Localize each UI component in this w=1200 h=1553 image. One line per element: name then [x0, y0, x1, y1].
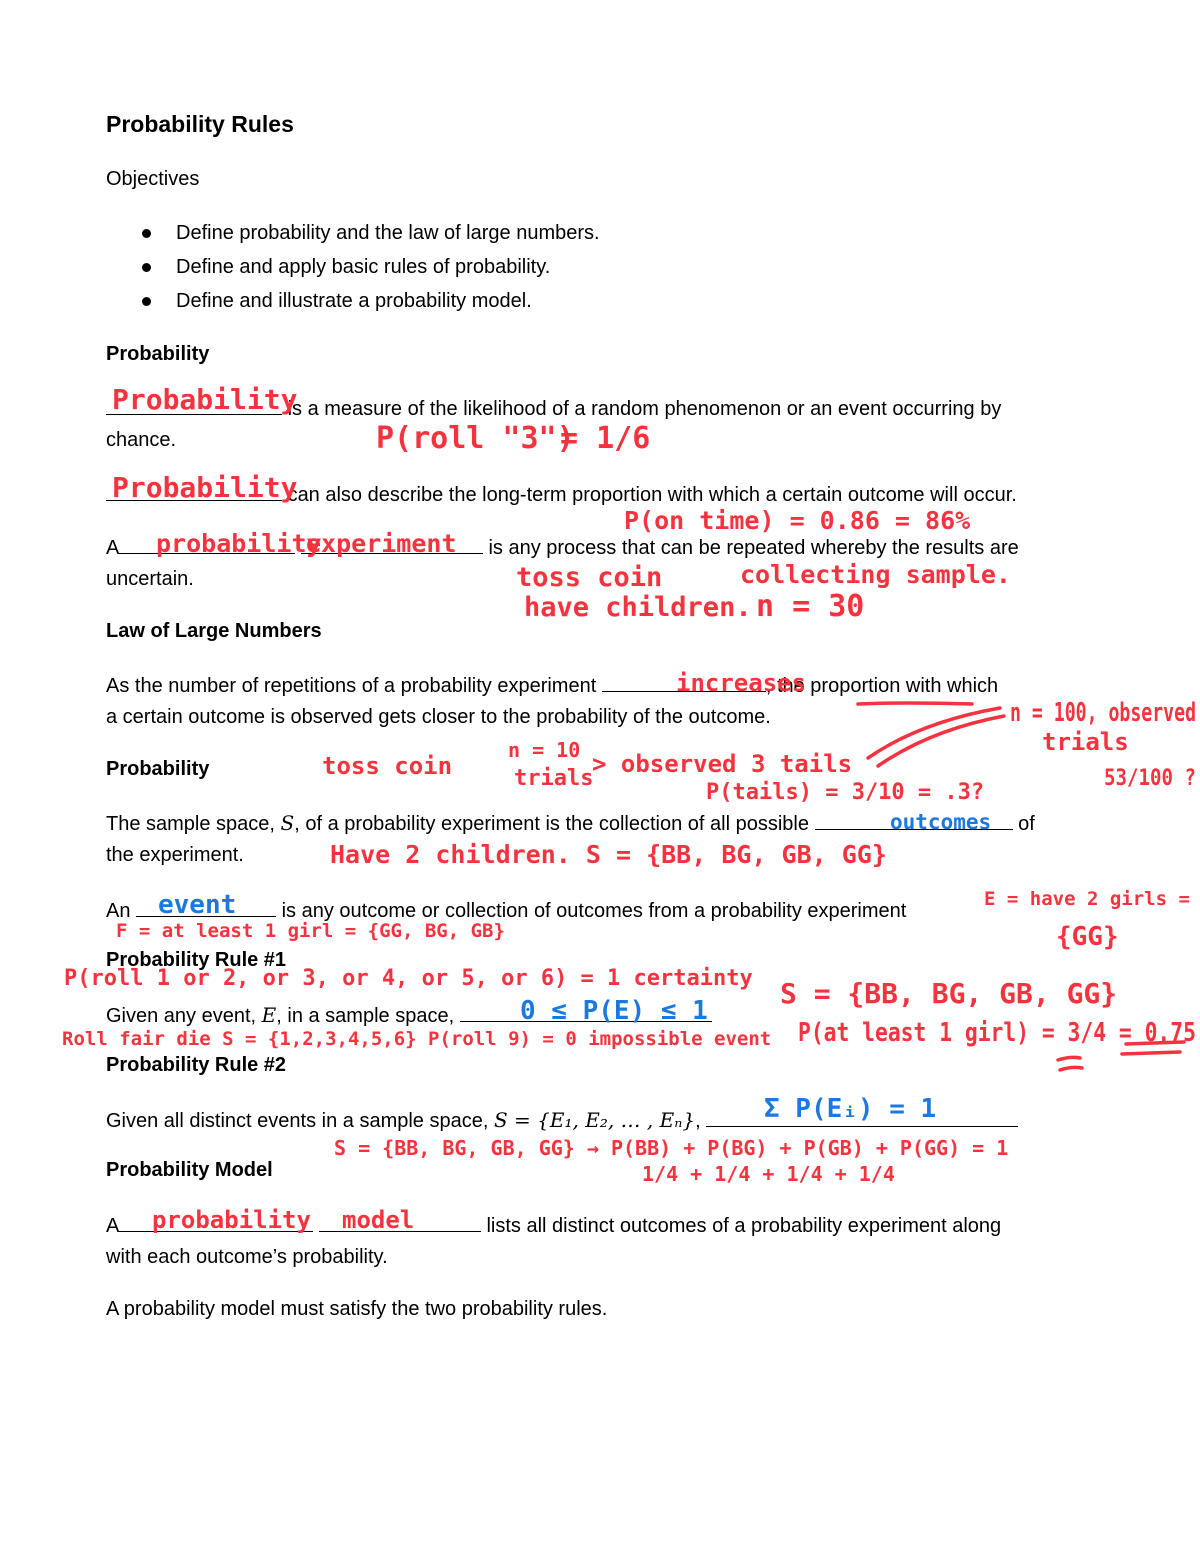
objective-item: Define probability and the law of large numbers.	[176, 222, 600, 244]
model-text: A	[106, 1215, 120, 1237]
handwritten-note: n = 30	[756, 589, 865, 624]
curved-arrow-stroke	[878, 716, 1004, 766]
handwritten-answer: experiment	[306, 529, 457, 558]
section-heading-law: Law of Large Numbers	[106, 620, 322, 642]
rule2-text: Given all distinct events in a sample space,	[106, 1110, 489, 1132]
handwritten-note: 1/4 + 1/4 + 1/4 + 1/4	[642, 1162, 895, 1186]
law-line	[106, 671, 998, 698]
math-set: S = {E₁, E₂, … , Eₙ}	[493, 1108, 696, 1132]
handwritten-note: S = {BB, BG, GB, GG}	[780, 977, 1118, 1010]
curved-arrow-stroke	[868, 708, 1000, 758]
rule2-text: ,	[695, 1110, 701, 1132]
handwritten-note: n = 10	[508, 738, 581, 762]
handwritten-note: have children.	[524, 592, 752, 623]
handwritten-note: Roll fair die S = {1,2,3,4,5,6} P(roll 9) = 0 impossible event	[62, 1028, 772, 1050]
handwritten-note: P(tails) = 3/10 = .3?	[706, 780, 985, 805]
bullet-icon	[142, 297, 151, 306]
handwritten-answer: model	[342, 1206, 415, 1234]
handwritten-note: Have 2 children. S = {BB, BG, GB, GG}	[330, 840, 887, 869]
handwritten-note: toss coin	[516, 562, 663, 593]
handwritten-note: P(on time) = 0.86 = 86%	[624, 506, 971, 535]
handwritten-answer: outcomes	[890, 810, 992, 834]
sample-space-text: , of a probability experiment is the collection of all possible	[294, 813, 809, 835]
handwritten-note: toss coin	[322, 752, 453, 780]
handwritten-note: {GG}	[1056, 922, 1119, 952]
page-title: Probability Rules	[106, 111, 294, 137]
math-variable: S	[280, 811, 295, 835]
handwritten-note: > observed 3 tails	[592, 750, 853, 778]
definition-text: chance.	[106, 429, 177, 451]
handwritten-note: n = 100, observed	[1010, 698, 1197, 728]
underline-stroke	[858, 703, 972, 704]
law-text: , the proportion with which	[765, 675, 999, 697]
underline-stroke	[1060, 1067, 1082, 1070]
handwritten-note: P(at least 1 girl) = 3/4 = 0.75	[798, 1018, 1196, 1048]
event-text: An	[106, 900, 131, 922]
model-text: with each outcome’s probability.	[106, 1246, 388, 1268]
definition-text: is any process that can be repeated whereby the results are	[488, 537, 1019, 559]
handwritten-answer: event	[158, 890, 237, 920]
handwritten-note: F = at least 1 girl = {GG, BG, GB}	[116, 920, 505, 942]
handwritten-answer: Probability	[112, 383, 298, 416]
section-heading-rule1: Probability Rule #1	[106, 949, 287, 971]
sample-space-text: the experiment.	[106, 844, 244, 866]
handwritten-note: = 1/6	[560, 421, 651, 456]
handwritten-answer: Probability	[112, 471, 298, 504]
bullet-icon	[142, 229, 151, 238]
model-text: lists all distinct outcomes of a probability experiment along	[486, 1215, 1002, 1237]
law-text: a certain outcome is observed gets closer to the probability of the outcome.	[106, 706, 771, 728]
handwritten-answer: increases	[676, 669, 807, 697]
handwritten-answer: Σ P(Eᵢ) = 1	[764, 1094, 937, 1124]
handwritten-answer: probability	[152, 1206, 311, 1234]
event-text: is any outcome or collection of outcomes from a probability experiment	[281, 900, 907, 922]
definition-text: can also describe the long-term proportion with which a certain outcome will occur.	[287, 484, 1017, 506]
underline-stroke	[1058, 1057, 1080, 1060]
handwritten-note: P(roll "3")	[376, 421, 575, 456]
handwritten-note: P(roll 1 or 2, or 3, or 4, or 5, or 6) = 1 certainty	[64, 966, 753, 991]
objective-item: Define and apply basic rules of probability.	[176, 256, 551, 278]
section-heading-probability-2: Probability	[106, 758, 210, 780]
sample-space-text: The sample space,	[106, 813, 275, 835]
handwritten-answer: probability	[156, 529, 322, 558]
objectives-heading: Objectives	[106, 168, 200, 190]
sample-space-text: of	[1018, 813, 1035, 835]
bullet-icon	[142, 263, 151, 272]
handwritten-note: 53/100 ?	[1104, 766, 1196, 791]
section-heading-rule2: Probability Rule #2	[106, 1054, 287, 1076]
math-variable: E	[261, 1003, 277, 1027]
underline-stroke	[1122, 1052, 1180, 1054]
handwritten-note: S = {BB, BG, GB, GG} → P(BB) + P(BG) + P(GB) + P(GG) = 1	[334, 1136, 1009, 1160]
rule1-text: Given any event,	[106, 1005, 257, 1027]
section-heading-probability: Probability	[106, 343, 210, 365]
definition-text: uncertain.	[106, 568, 194, 590]
definition-text: is a measure of the likelihood of a random phenomenon or an event occurring by	[287, 398, 1002, 420]
rule1-text: , in a sample space,	[276, 1005, 455, 1027]
handwritten-note: E = have 2 girls =	[984, 888, 1190, 910]
handwritten-note: trials	[514, 766, 594, 791]
section-heading-model: Probability Model	[106, 1159, 273, 1181]
objective-item: Define and illustrate a probability model.	[176, 290, 532, 312]
ink-underline-strokes	[858, 703, 1184, 1070]
handwritten-answer: 0 ≤ P(E) ≤ 1	[520, 996, 708, 1026]
model-text: A probability model must satisfy the two probability rules.	[106, 1298, 608, 1320]
law-text: As the number of repetitions of a probability experiment	[106, 675, 597, 697]
definition-text: A	[106, 537, 120, 559]
handwritten-note: collecting sample.	[740, 560, 1011, 589]
handwritten-note: trials	[1042, 728, 1129, 756]
